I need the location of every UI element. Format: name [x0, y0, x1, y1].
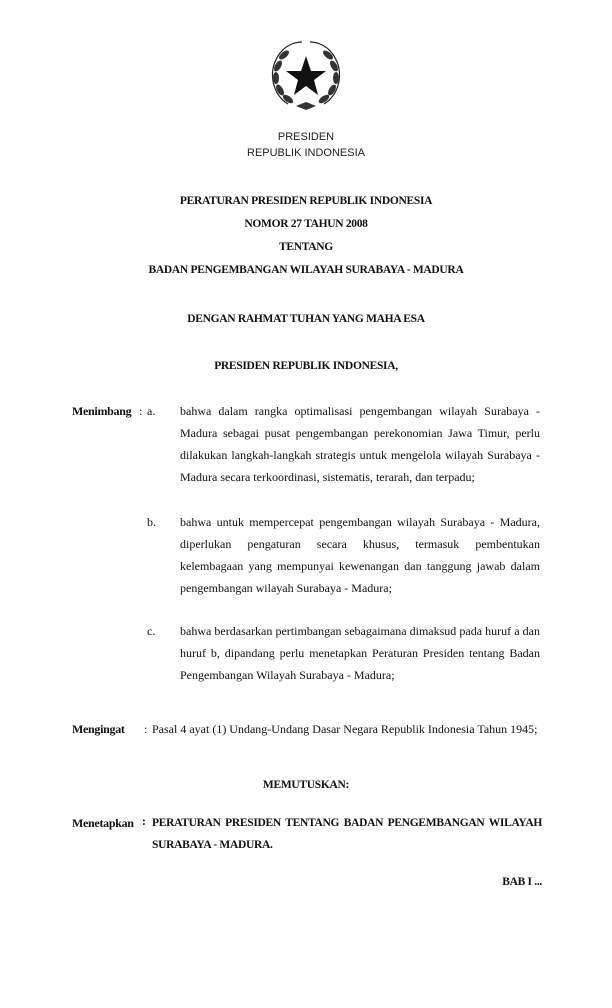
menimbang-colon: : — [139, 404, 143, 418]
item-letter-a: a. — [147, 404, 156, 418]
header-republic: REPUBLIK INDONESIA — [247, 147, 365, 159]
garuda-emblem-icon — [266, 38, 346, 114]
title-about: TENTANG — [279, 241, 333, 253]
mengingat-colon: : — [144, 722, 148, 736]
memutuskan-heading: MEMUTUSKAN: — [262, 779, 350, 791]
president-heading: PRESIDEN REPUBLIK INDONESIA, — [214, 360, 398, 372]
menimbang-label: Menimbang — [72, 404, 132, 418]
item-letter-b: b. — [147, 515, 156, 529]
title-subject: BADAN PENGEMBANGAN WILAYAH SURABAYA - MADURA — [148, 264, 464, 276]
consideration-a: bahwa dalam rangka optimalisasi pengembangan wilayah Surabaya - Madura sebagai pusat pengembangan perekonomian Jawa Timur, perlu dilakukan langkah-langkah strategis untuk mengelola wilayah Surabaya - Madura secara terkoordinasi, sistematis, terarah, dan terpadu; — [180, 404, 540, 484]
consideration-c: bahwa berdasarkan pertimbangan sebagaimana dimaksud pada huruf a dan huruf b, dipandang perlu menetapkan Peraturan Presiden tentang Badan Pengembangan Wilayah Surabaya - Madura; — [180, 624, 540, 682]
title-number: NOMOR 27 TAHUN 2008 — [244, 218, 368, 230]
menetapkan-label: Menetapkan — [72, 816, 134, 830]
consideration-b: bahwa untuk mempercepat pengembangan wilayah Surabaya - Madura, diperlukan pengaturan secara khusus, termasuk pembentukan kelembagaan yang mempunyai kewenangan dan tanggung jawab dalam pengembangan wilayah Surabaya - Madura; — [180, 515, 540, 595]
preamble: DENGAN RAHMAT TUHAN YANG MAHA ESA — [187, 313, 425, 325]
next-page-marker: BAB I ... — [502, 876, 542, 888]
menetapkan-text: PERATURAN PRESIDEN TENTANG BADAN PENGEMBANGAN WILAYAH SURABAYA - MADURA. — [152, 817, 542, 851]
item-letter-c: c. — [147, 624, 156, 638]
menetapkan-colon: : — [142, 816, 146, 828]
title-regulation: PERATURAN PRESIDEN REPUBLIK INDONESIA — [179, 195, 433, 207]
mengingat-text: Pasal 4 ayat (1) Undang-Undang Dasar Negara Republik Indonesia Tahun 1945; — [152, 722, 538, 736]
header-president: PRESIDEN — [277, 131, 335, 143]
mengingat-label: Mengingat — [72, 722, 125, 736]
